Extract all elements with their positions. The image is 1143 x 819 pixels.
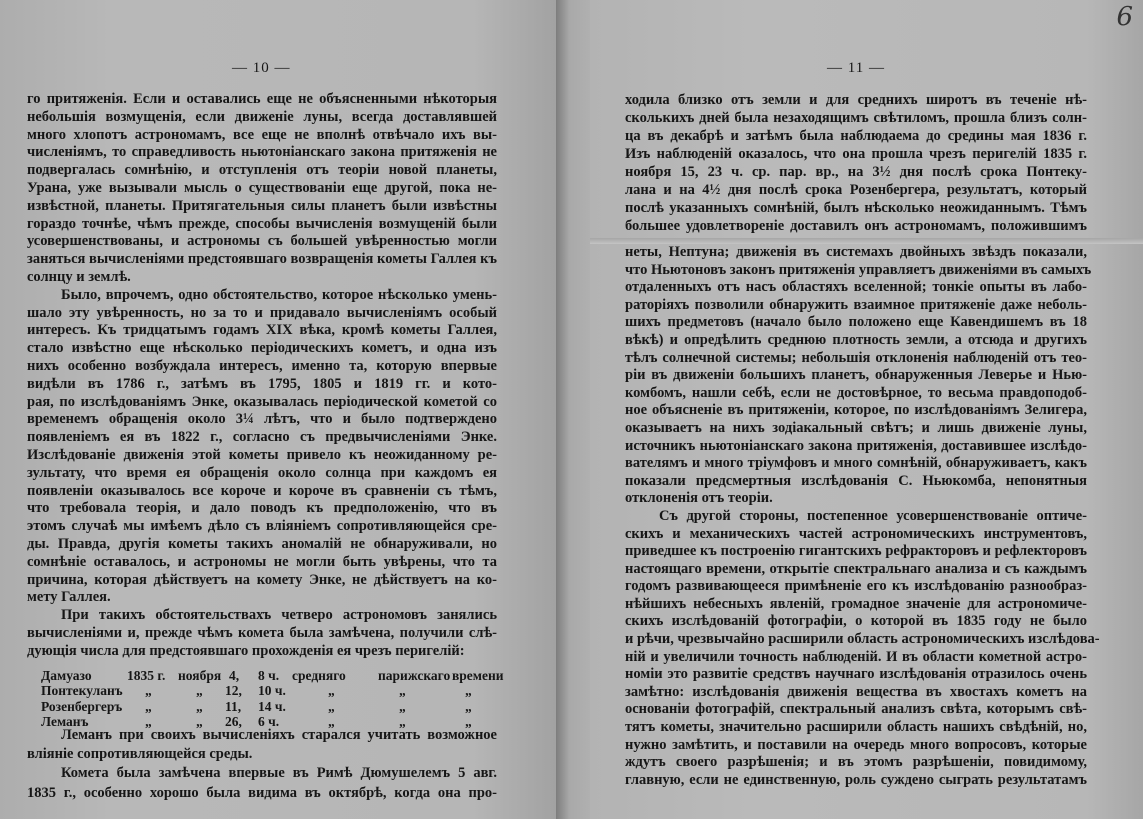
text-line: солнцу и землѣ. xyxy=(27,268,131,285)
text-line: тятъ кометы, значительно расширили область нашихъ свѣдѣнiй, но, xyxy=(625,719,1087,736)
text-line: Урана, уже вызывали мысль о существованiи еще другой, пока не- xyxy=(27,179,497,196)
page-number: — 11 — xyxy=(827,60,885,76)
text-line: показали предсмертныя изслѣдованiя С. Ньюкомба, непонятныя xyxy=(625,472,1087,489)
text-line: ды. Правда, другiя кометы такихъ аномалiй не обнаруживали, но xyxy=(27,535,497,552)
text-line: сколькихъ дней была незаходящимъ свѣтиломъ, прошла близъ солн- xyxy=(625,110,1087,126)
text-line: зультату, что время ея обращенiя около солнца при каждомъ ея xyxy=(27,464,497,481)
text-line: видѣли въ 1786 г., затѣмъ въ 1795, 1805 и 1819 гг. и кото- xyxy=(27,375,497,392)
text-line: ждутъ своего разрѣшенiя; и въ этомъ разрѣшенiи, повидимому, xyxy=(625,754,1087,771)
text-line: рiи въ движенiи большихъ планетъ, обнаруженныя Леверье и Нью- xyxy=(625,367,1087,384)
text-line: небольшiя возмущенiя, если движенiе луны, всегда доставлявшей xyxy=(27,108,497,125)
text-line: настоящаго времени, открытiе спектральнаго анализа и съ каждымъ xyxy=(625,560,1087,577)
text-line: заняться вычисленiями предстоявшаго возвращенiя кометы Галлея къ xyxy=(27,251,497,268)
text-line: мету Галлея. xyxy=(27,589,111,606)
text-line: нихъ особенно возбуждала интересъ, именно та, которую впервые xyxy=(27,357,497,374)
text-line: Изъ наблюденiй оказалось, что она прошла чрезъ перигелiй 1835 г. xyxy=(625,146,1087,162)
text-line: много хлопотъ астрономамъ, все еще не вполнѣ отвѣчало ихъ вы- xyxy=(27,126,497,143)
table-row xyxy=(0,699,556,714)
text-line: скихъ изслѣдованiй фотографiи, о которой въ 1835 году не было xyxy=(625,613,1087,630)
page-gutter xyxy=(556,0,590,819)
text-line: временемъ обращенiя около 3¼ лѣтъ, что и было подтверждено xyxy=(27,411,497,428)
hour-cell: 14 ч. xyxy=(258,698,286,714)
text-line: влiянiе сопротивляющейся среды. xyxy=(27,746,253,763)
table-row xyxy=(0,668,556,683)
time-reference-cell: парижскаго xyxy=(378,668,451,683)
text-line: лана и на 4½ дня послѣ срока Розенбергера, результатъ, который xyxy=(625,182,1087,198)
text-line: источникъ ньютонiанскаго закона притяженiя, доставившее изслѣдо- xyxy=(625,437,1087,454)
left-page xyxy=(0,0,556,819)
text-line: тѣлъ солнечной системы; небольшiя отклоненiя наблюденiй отъ тео- xyxy=(625,349,1087,366)
time-reference-cell: „ xyxy=(465,713,472,729)
astronomer-name: Дамуазо xyxy=(41,668,92,683)
astronomer-name: Розенбергеръ xyxy=(41,698,123,714)
text-block xyxy=(27,91,497,661)
text-line: Съ другой стороны, постепенное усовершенствованiе оптиче- xyxy=(659,507,1087,524)
text-block xyxy=(625,244,1100,789)
text-line: нѣйшихъ небесныхъ явленiй, громадное значенiе для астрономиче- xyxy=(625,595,1087,612)
text-line: ца въ декабрѣ и затѣмъ была наблюдаема до средины мая 1836 г. xyxy=(625,128,1087,144)
day-cell: 12, xyxy=(225,683,242,699)
text-line: появленiемъ ея въ 1822 г., согласно съ предвычисленiями Энке. xyxy=(27,429,497,446)
text-line: вычисленiями и, прежде чѣмъ комета была замѣчена, получили слѣ- xyxy=(27,624,497,641)
time-reference-cell: средняго xyxy=(292,668,346,683)
time-reference-cell: „ xyxy=(328,713,335,729)
text-line: ходила близко отъ земли и для среднихъ широтъ въ теченiе нѣ- xyxy=(625,92,1087,108)
text-line: ноября 15, 23 ч. ср. пар. вр., на 3½ дня послѣ срока Понтеку- xyxy=(625,164,1087,180)
month-cell: „ xyxy=(196,683,203,699)
text-line: скихъ и механическихъ частей астрономическихъ инструментовъ, xyxy=(625,525,1087,542)
text-line: появленiи оказывалось все короче и короче въ сравненiи съ тѣмъ, xyxy=(27,482,497,499)
right-page xyxy=(590,0,1143,819)
text-line: усовершенствованы, и астрономы съ большей увѣренностью могли xyxy=(27,233,497,250)
time-reference-cell: „ xyxy=(328,683,335,699)
text-line: что требовала теорiя, и дало поводъ къ предположенiю, что въ xyxy=(27,500,497,517)
text-line: рая, по изслѣдованiямъ Энке, оказывалась перiодической кометой со xyxy=(27,393,497,410)
text-line: приведшее къ построенiю гигантскихъ рефракторовъ и рефлекторовъ xyxy=(625,543,1087,560)
day-cell: 26, xyxy=(225,713,242,729)
text-line: основанiи фотографiй, спектральный анализъ свѣта, которымъ свѣ- xyxy=(625,701,1087,718)
page-number: — 10 — xyxy=(232,60,291,76)
text-line: Изслѣдованiе движенiя этой кометы привело къ неожиданному ре- xyxy=(27,446,497,463)
astronomer-name: Леманъ xyxy=(41,713,89,729)
text-line: 1835 г., особенно хорошо была видима въ октябрѣ, когда она про- xyxy=(27,784,497,801)
text-line: что Ньютоновъ законъ притяженiя управляетъ движенiями въ самыхъ xyxy=(625,261,1092,278)
text-line: замѣтно: изслѣдованiя движенiя вещества въ хвостахъ кометъ на xyxy=(625,683,1087,700)
year-cell: „ xyxy=(145,713,152,729)
text-line: извѣстной, планеты. Притягательныя силы планетъ были извѣстны xyxy=(27,197,497,214)
text-line: При такихъ обстоятельствахъ четверо астрономовъ занялись xyxy=(61,607,497,624)
text-line: отклоненiя отъ теорiи. xyxy=(625,490,773,507)
text-line: нiй и увеличили точность наблюденiй. И въ области кометной астро- xyxy=(625,648,1087,665)
text-line: главную, если не единственную, роль суждено сыграть результатамъ xyxy=(625,771,1087,788)
text-line: большее удовлетворенiе доставилъ онъ астрономамъ, положившимъ xyxy=(625,218,1087,234)
text-line: комбомъ, нашли себѣ, если не достовѣрное, то весьма правдоподоб- xyxy=(625,384,1087,401)
text-line: вѣкѣ) и опредѣлить среднюю плотность земли, а отсюда и другихъ xyxy=(625,331,1087,348)
year-cell: 1835 г. xyxy=(127,668,166,683)
text-line: отдаленныхъ отъ насъ областяхъ вселенной; тонкiе опыты въ лабо- xyxy=(625,279,1087,296)
astronomer-name: Понтекуланъ xyxy=(41,683,123,699)
text-line: этомъ случаѣ мы имѣемъ дѣло съ влiянiемъ сопротивляющейся сре- xyxy=(27,518,497,535)
text-line: стало извѣстно еще нѣсколько перiодическихъ кометъ, и одна изъ xyxy=(27,340,497,357)
text-line: сомнѣнiе оставалось, и астрономы не могли быть увѣрены, что та xyxy=(27,553,497,570)
text-line: неты, Нептуна; движенiя въ системахъ двойныхъ звѣздъ показали, xyxy=(625,244,1087,260)
month-cell: „ xyxy=(196,698,203,714)
hour-cell: 10 ч. xyxy=(258,683,286,699)
text-line: дующiя числа для предстоявшаго прохожденiя ея чрезъ перигелiй: xyxy=(27,642,465,659)
text-line: Комета была замѣчена впервые въ Римѣ Дюмушелемъ 5 авг. xyxy=(61,765,497,782)
text-line: нужно замѣтить, и поставили на очередь много вопросовъ, которые xyxy=(625,736,1087,753)
text-line: годомъ развивающееся примѣненiе его къ изслѣдованiю разнообраз- xyxy=(625,578,1087,595)
text-line: раторiяхъ позволили обнаружить взаимное притяженiе даже неболь- xyxy=(625,296,1087,313)
text-line: номiи это развитiе средствъ научнаго изслѣдованiя отразилось очень xyxy=(625,666,1087,683)
year-cell: „ xyxy=(145,698,152,714)
text-line: Леманъ при своихъ вычисленiяхъ старался учитать возможное xyxy=(61,727,497,743)
time-reference-cell: „ xyxy=(465,683,472,699)
text-line: подвергалась сомнѣнiю, и отступленiя отъ теорiи новой планеты, xyxy=(27,162,497,179)
time-reference-cell: времени xyxy=(452,668,504,683)
time-reference-cell: „ xyxy=(399,683,406,699)
text-line: интересъ. Къ тридцатымъ годамъ XIX вѣка, кромѣ кометы Галлея, xyxy=(27,322,497,339)
year-cell: „ xyxy=(145,683,152,699)
text-line: численiямъ, то справедливость ньютонiанскаго закона притяженiя не xyxy=(27,144,497,161)
text-line: вателямъ и много трiумфовъ и много сомнѣнiй, обнаруживаетъ, какъ xyxy=(625,455,1087,472)
text-block xyxy=(625,91,1087,235)
text-line: Было, впрочемъ, одно обстоятельство, которое нѣсколько умень- xyxy=(61,286,497,303)
time-reference-cell: „ xyxy=(328,698,335,714)
text-line: и рѣчи, чрезвычайно расширили область астрономическихъ изслѣдова- xyxy=(625,631,1100,648)
time-reference-cell: „ xyxy=(399,713,406,729)
hour-cell: 6 ч. xyxy=(258,713,280,729)
handwritten-page-mark: 6 xyxy=(1116,2,1133,32)
time-reference-cell: „ xyxy=(399,698,406,714)
time-reference-cell: „ xyxy=(465,698,472,714)
table-row xyxy=(0,683,556,698)
text-block xyxy=(27,726,497,803)
text-line: послѣ указанныхъ сомнѣнiй, былъ нѣсколько неожиданнымъ. Тѣмъ xyxy=(625,200,1087,216)
month-cell: „ xyxy=(196,713,203,729)
text-line: оказываетъ на нихъ зодiакальный свѣтъ; и лишь движенiе луны, xyxy=(625,419,1087,436)
hour-cell: 8 ч. xyxy=(258,668,280,683)
text-line: причина, которая дѣйствуетъ на комету Энке, не дѣйствуетъ на ко- xyxy=(27,571,497,588)
day-cell: 4, xyxy=(229,668,240,683)
day-cell: 11, xyxy=(225,698,242,714)
text-line: ное объясненiе въ притяженiи, которое, по изслѣдованiямъ Зелигера, xyxy=(625,402,1087,419)
text-line: шихъ предметовъ (начало было положено еще Кавендишемъ въ 18 xyxy=(625,314,1087,331)
text-line: гораздо точнѣе, чѣмъ прежде, способы вычисленiя возмущенiй были xyxy=(27,215,497,232)
text-line: шало эту увѣренность, но за то и придавало вычисленiямъ особый xyxy=(27,304,497,321)
month-cell: ноября xyxy=(178,668,222,683)
text-line: го притяженiя. Если и оставались еще не объясненными нѣкоторыя xyxy=(27,91,497,107)
perihelion-table xyxy=(0,668,556,729)
